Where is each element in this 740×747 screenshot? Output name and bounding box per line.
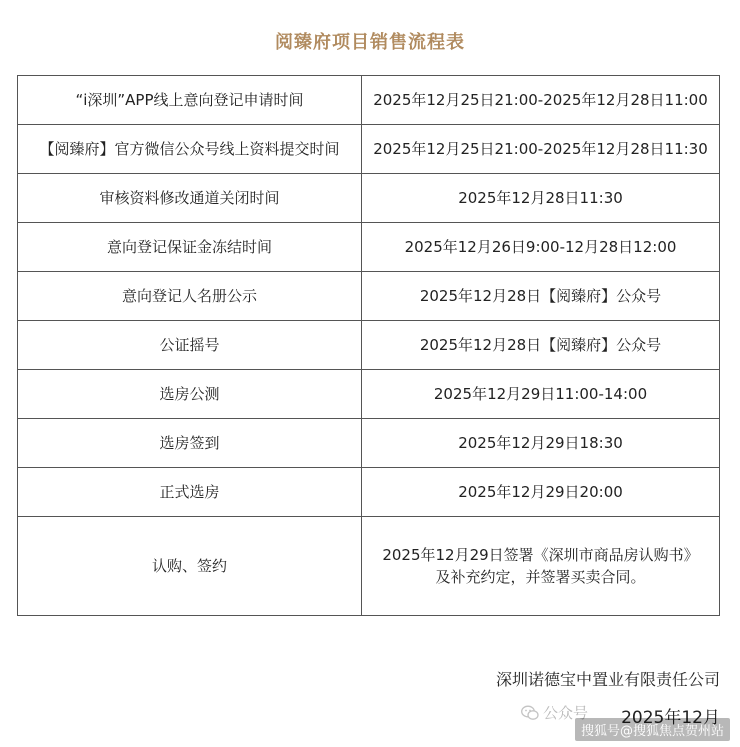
table-row bbox=[18, 272, 720, 321]
row-label: 【阅臻府】官方微信公众号线上资料提交时间 bbox=[18, 125, 362, 174]
row-time-line: 及补充约定，并签署买卖合同。 bbox=[435, 568, 646, 586]
table-row bbox=[18, 419, 720, 468]
row-label: 选房公测 bbox=[18, 370, 362, 419]
table-row bbox=[18, 223, 720, 272]
row-label: “i深圳”APP线上意向登记申请时间 bbox=[18, 76, 362, 125]
page-title: 阅臻府项目销售流程表 bbox=[275, 32, 465, 53]
table-row bbox=[18, 468, 720, 517]
row-label: 意向登记保证金冻结时间 bbox=[18, 223, 362, 272]
wechat-watermark-text: 公众号 bbox=[543, 704, 589, 722]
row-time bbox=[362, 517, 720, 616]
row-time: 2025年12月28日11:30 bbox=[362, 174, 720, 223]
row-time: 2025年12月29日11:00-14:00 bbox=[362, 370, 720, 419]
row-time: 2025年12月28日【阅臻府】公众号 bbox=[362, 272, 720, 321]
table-row bbox=[18, 125, 720, 174]
row-time: 2025年12月25日21:00-2025年12月28日11:30 bbox=[362, 125, 720, 174]
table-row bbox=[18, 321, 720, 370]
table-row bbox=[18, 370, 720, 419]
sohu-watermark: 搜狐号@搜狐焦点贺州站 bbox=[575, 718, 730, 741]
sales-schedule-table bbox=[17, 75, 720, 616]
row-label: 公证摇号 bbox=[18, 321, 362, 370]
row-label: 选房签到 bbox=[18, 419, 362, 468]
row-time: 2025年12月28日【阅臻府】公众号 bbox=[362, 321, 720, 370]
table-row bbox=[18, 76, 720, 125]
row-time: 2025年12月25日21:00-2025年12月28日11:00 bbox=[362, 76, 720, 125]
row-time-line: 2025年12月29日签署《深圳市商品房认购书》 bbox=[382, 546, 699, 564]
row-label: 意向登记人名册公示 bbox=[18, 272, 362, 321]
issue-date: 2025年12月 bbox=[621, 708, 720, 728]
row-time: 2025年12月29日18:30 bbox=[362, 419, 720, 468]
row-label: 审核资料修改通道关闭时间 bbox=[18, 174, 362, 223]
row-time: 2025年12月26日9:00-12月28日12:00 bbox=[362, 223, 720, 272]
row-time: 2025年12月29日20:00 bbox=[362, 468, 720, 517]
row-label: 正式选房 bbox=[18, 468, 362, 517]
table-row bbox=[18, 174, 720, 223]
company-name: 深圳诺德宝中置业有限责任公司 bbox=[495, 670, 720, 689]
wechat-icon bbox=[521, 705, 539, 721]
row-label: 认购、签约 bbox=[18, 517, 362, 616]
table-row bbox=[18, 517, 720, 616]
